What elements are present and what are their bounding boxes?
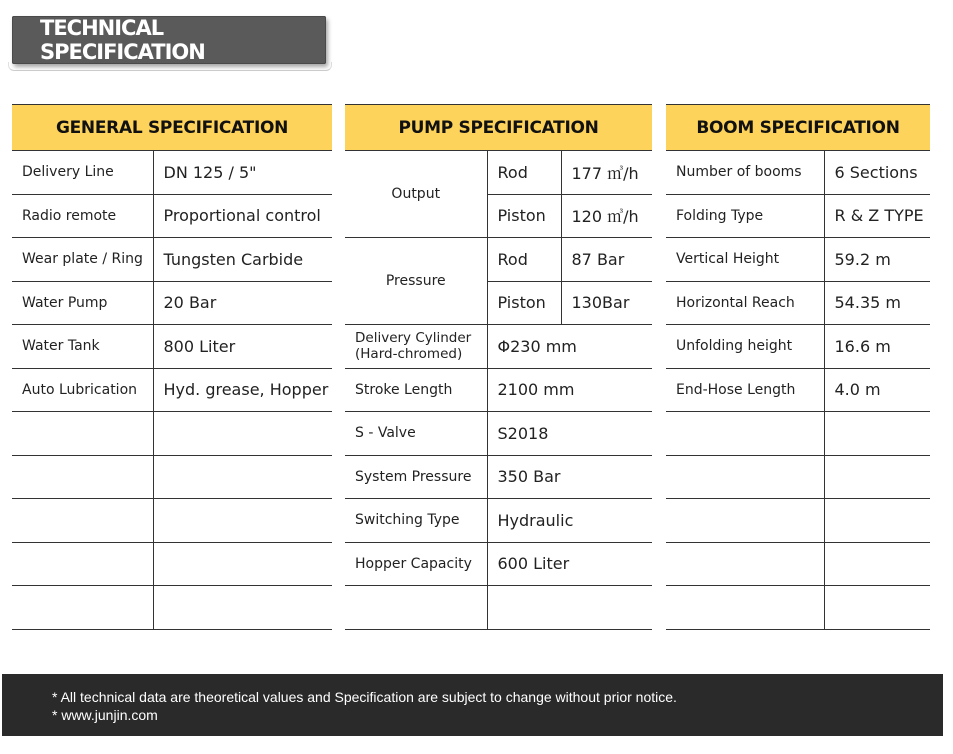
empty-row (12, 586, 332, 630)
spec-value: 59.2 m (824, 238, 930, 282)
empty-row (666, 412, 930, 456)
table-row (345, 368, 652, 412)
spec-label: Water Tank (12, 325, 153, 369)
spec-value: S2018 (487, 412, 652, 456)
spec-value: 20 Bar (153, 281, 332, 325)
pressure-piston-value: 130Bar (561, 281, 652, 325)
table-row (12, 281, 332, 325)
spec-label: Horizontal Reach (666, 281, 824, 325)
pump-spec-header: PUMP SPECIFICATION (345, 105, 652, 151)
general-spec-header: GENERAL SPECIFICATION (12, 105, 332, 151)
table-row (666, 281, 930, 325)
spec-label: System Pressure (345, 455, 487, 499)
spec-value: 800 Liter (153, 325, 332, 369)
spec-value: 16.6 m (824, 325, 930, 369)
output-rod-label: Rod (487, 151, 561, 195)
table-row (345, 325, 652, 369)
empty-row (345, 586, 652, 630)
table-row (666, 325, 930, 369)
table-row (345, 238, 652, 282)
table-row (666, 238, 930, 282)
spec-label: Auto Lubrication (12, 368, 153, 412)
spec-label: Switching Type (345, 499, 487, 543)
empty-row (12, 499, 332, 543)
spec-value: R & Z TYPE (824, 194, 930, 238)
spec-label: End-Hose Length (666, 368, 824, 412)
empty-row (666, 586, 930, 630)
spec-label: Folding Type (666, 194, 824, 238)
empty-row (12, 412, 332, 456)
pressure-label: Pressure (345, 238, 487, 325)
cylinder-label-line2: (Hard-chromed) (355, 346, 463, 363)
table-row (12, 194, 332, 238)
table-row (345, 542, 652, 586)
footer-website: * www.junjin.com (52, 707, 158, 723)
spec-value: 54.35 m (824, 281, 930, 325)
table-row (345, 412, 652, 456)
empty-row (666, 455, 930, 499)
empty-row (12, 542, 332, 586)
pressure-piston-label: Piston (487, 281, 561, 325)
spec-value: Hydraulic (487, 499, 652, 543)
spec-value: 2100 mm (487, 368, 652, 412)
output-rod-value: 177 ㎥/h (561, 151, 652, 195)
spec-label: Radio remote (12, 194, 153, 238)
footer-disclaimer: * All technical data are theoretical values and Specification are subject to change without prior notice. (52, 689, 677, 705)
output-piston-value: 120 ㎥/h (561, 194, 652, 238)
spec-value: 6 Sections (824, 151, 930, 195)
spec-label: Delivery Line (12, 151, 153, 195)
table-row (12, 325, 332, 369)
spec-label: Wear plate / Ring (12, 238, 153, 282)
table-row (12, 151, 332, 195)
cylinder-value: Φ230 mm (487, 325, 652, 369)
spec-value: 350 Bar (487, 455, 652, 499)
pressure-rod-label: Rod (487, 238, 561, 282)
spec-label: Vertical Height (666, 238, 824, 282)
spec-value: 4.0 m (824, 368, 930, 412)
table-row (12, 238, 332, 282)
pump-spec-table (345, 104, 652, 630)
output-label: Output (345, 151, 487, 238)
boom-spec-table (666, 104, 930, 630)
spec-label: Unfolding height (666, 325, 824, 369)
spec-value: 600 Liter (487, 542, 652, 586)
boom-spec-header: BOOM SPECIFICATION (666, 105, 930, 151)
footer-notice (2, 674, 943, 736)
spec-label: Hopper Capacity (345, 542, 487, 586)
table-row (666, 368, 930, 412)
table-row (345, 151, 652, 195)
cylinder-label (345, 325, 487, 369)
table-row (345, 455, 652, 499)
spec-value: Tungsten Carbide (153, 238, 332, 282)
table-row (666, 151, 930, 195)
output-piston-label: Piston (487, 194, 561, 238)
empty-row (666, 542, 930, 586)
empty-row (666, 499, 930, 543)
spec-label: Number of booms (666, 151, 824, 195)
pressure-rod-value: 87 Bar (561, 238, 652, 282)
general-spec-table (12, 104, 332, 630)
spec-value: Hyd. grease, Hopper (153, 368, 332, 412)
table-row (345, 499, 652, 543)
spec-label: S - Valve (345, 412, 487, 456)
page-title: TECHNICAL SPECIFICATION (12, 16, 326, 64)
table-row (12, 368, 332, 412)
table-row (666, 194, 930, 238)
spec-value: DN 125 / 5" (153, 151, 332, 195)
spec-label: Stroke Length (345, 368, 487, 412)
empty-row (12, 455, 332, 499)
spec-value: Proportional control (153, 194, 332, 238)
cylinder-label-line1: Delivery Cylinder (355, 330, 472, 347)
spec-label: Water Pump (12, 281, 153, 325)
